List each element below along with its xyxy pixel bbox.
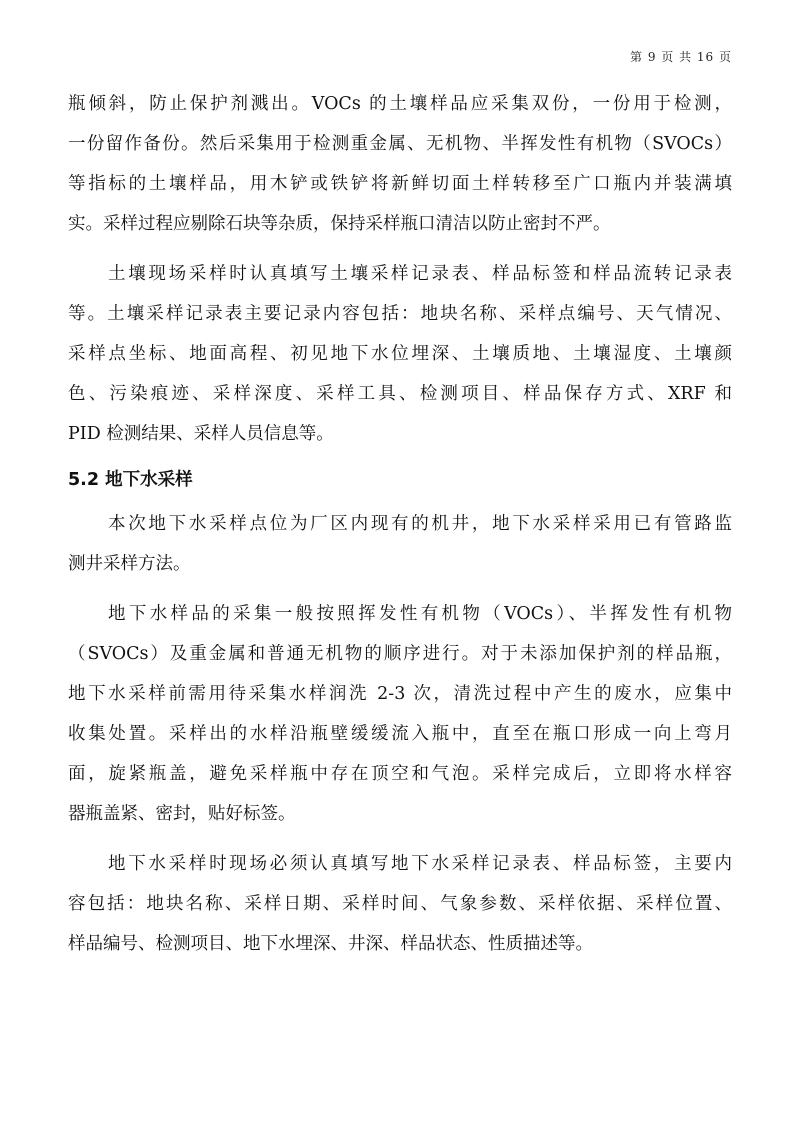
paragraph-groundwater-points: [68, 504, 732, 584]
text-line: 收集处置。采样出的水样沿瓶壁缓缓流入瓶中，直至在瓶口形成一向上弯月: [68, 724, 732, 744]
document-body: [68, 84, 732, 964]
text-line: 面，旋紧瓶盖，避免采样瓶中存在顶空和气泡。采样完成后，立即将水样容: [68, 764, 732, 784]
text-line: 土壤现场采样时认真填写土壤采样记录表、样品标签和样品流转记录表: [108, 264, 732, 284]
text-line: 器瓶盖紧、密封，贴好标签。: [68, 804, 296, 824]
paragraph-groundwater-collection: [68, 594, 732, 834]
text-line: 样品编号、检测项目、地下水埋深、井深、样品状态、性质描述等。: [68, 934, 593, 954]
paragraph-soil-records: [68, 254, 732, 454]
text-line: 地下水采样时现场必须认真填写地下水采样记录表、样品标签，主要内: [108, 854, 732, 874]
page-number: 第 9 页 共 16 页: [630, 50, 732, 64]
text-line: 实。采样过程应剔除石块等杂质，保持采样瓶口清洁以防止密封不严。: [68, 214, 611, 234]
text-line: 测井采样方法。: [68, 554, 191, 574]
text-line: 等。土壤采样记录表主要记录内容包括：地块名称、采样点编号、天气情况、: [68, 304, 732, 324]
text-line: （SVOCs）及重金属和普通无机物的顺序进行。对于未添加保护剂的样品瓶，: [68, 644, 732, 664]
text-line: 容包括：地块名称、采样日期、采样时间、气象参数、采样依据、采样位置、: [68, 894, 732, 914]
text-line: 等指标的土壤样品，用木铲或铁铲将新鲜切面土样转移至广口瓶内并装满填: [68, 174, 732, 194]
paragraph-soil-sampling-continued: [68, 84, 732, 244]
section-heading: 5.2 地下水采样: [68, 470, 193, 490]
text-line: 瓶倾斜，防止保护剂溅出。VOCs 的土壤样品应采集双份，一份用于检测，: [68, 94, 732, 114]
text-line: 地下水样品的采集一般按照挥发性有机物（VOCs）、半挥发性有机物: [108, 604, 732, 624]
text-line: 采样点坐标、地面高程、初见地下水位埋深、土壤质地、土壤湿度、土壤颜: [68, 344, 732, 364]
text-line: PID 检测结果、采样人员信息等。: [68, 424, 334, 444]
text-line: 一份留作备份。然后采集用于检测重金属、无机物、半挥发性有机物（SVOCs）: [68, 134, 732, 154]
text-line: 本次地下水采样点位为厂区内现有的机井，地下水采样采用已有管路监: [108, 514, 732, 534]
text-line: 地下水采样前需用待采集水样润洗 2-3 次，清洗过程中产生的废水，应集中: [68, 684, 732, 704]
paragraph-groundwater-records: [68, 844, 732, 964]
text-line: 色、污染痕迹、采样深度、采样工具、检测项目、样品保存方式、XRF 和: [68, 384, 732, 404]
